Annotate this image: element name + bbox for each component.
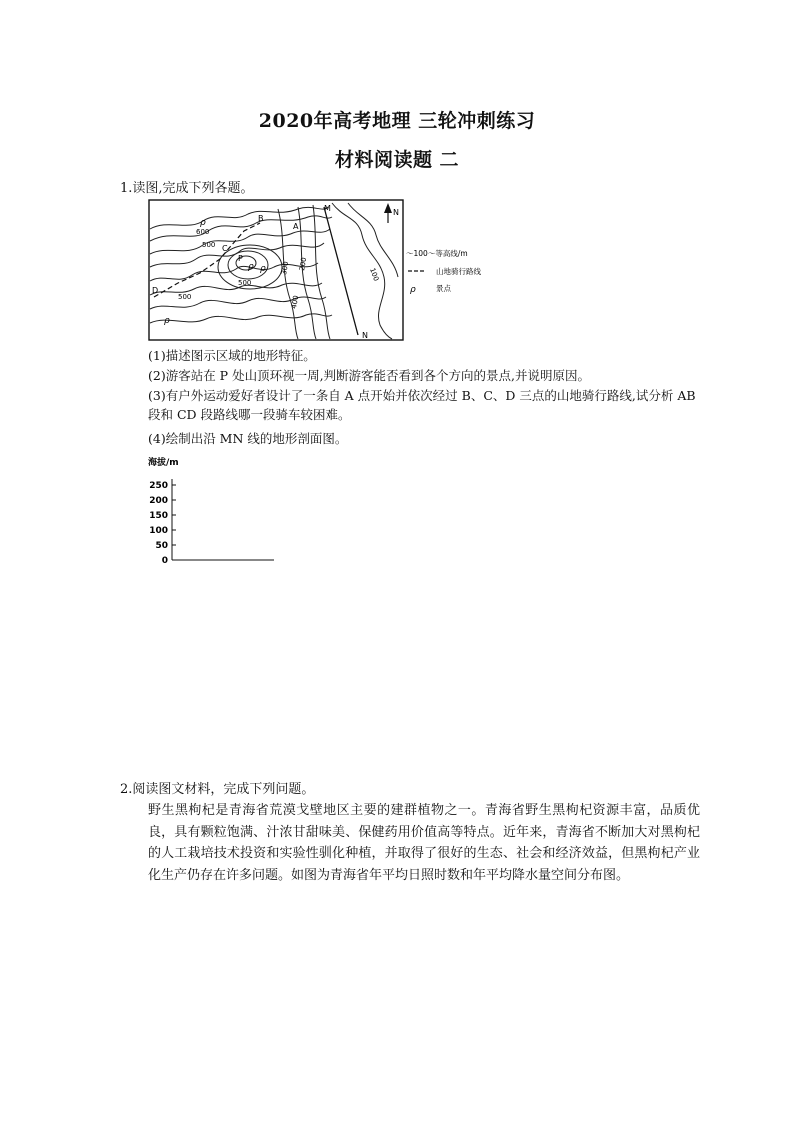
scenic-icon: ρ [410,285,416,295]
map-frame [149,200,403,340]
contour-label: 100 [368,266,381,283]
contour-map [148,199,404,341]
tick-label: 150 [149,511,168,521]
tick-label: 50 [155,541,168,551]
page-title: 2020年高考地理 三轮冲刺练习 [258,110,536,132]
tick-label: 200 [149,496,168,506]
scenic-icon: ρ [164,316,170,326]
map-legend [406,246,516,298]
tick-label: 100 [149,526,168,536]
subquestion-3: (3)有户外运动爱好者设计了一条自 A 点开始并依次经过 B、C、D 三点的山地骑行路线,试分析 AB 段和 CD 段路线哪一段骑车较困难。 [148,388,696,422]
label-p: P [238,254,243,263]
axis-ylabel: 海拔/m [148,458,179,468]
legend-scenic: 景点 [436,284,451,293]
legend-route: 山地骑行路线 [436,267,481,276]
contour-label: 600 [196,228,210,236]
question-1-prompt: 1.读图,完成下列各题。 [120,181,254,196]
y-ticks [172,485,176,545]
label-m: M [324,204,331,213]
subquestion-2: (2)游客站在 P 处山顶环视一周,判断游客能否看到各个方向的景点,并说明原因。 [148,368,591,383]
scenic-icon: ρ [260,264,266,274]
label-d: D [152,286,159,295]
tick-label: 250 [149,481,168,491]
label-b: B [258,214,264,223]
question-2-prompt: 2.阅读图文材料，完成下列问题。 [120,782,315,797]
north-label: N [393,208,399,217]
label-n: N [362,331,368,340]
label-c: C [222,244,228,253]
contour-label: 500 [178,293,192,301]
question-2-paragraph: 野生黑枸杞是青海省荒漠戈壁地区主要的建群植物之一。青海省野生黑枸杞资源丰富，品质优良，具有颗粒饱满、汁浓甘甜味美、保健药用价值高等特点。近年来，青海省不断加大对黑枸杞的人工栽培技术投资和实验性驯化种植，并取得了很好的生态、社会和经济效益，但黑枸杞产业化生产仍存在许多问题。如图为青海省年平均日照时数和年平均降水量空间分布图。 [148,803,700,883]
contour-label: 200 [298,256,309,272]
scenic-icon: ρ [200,218,206,228]
scenic-icon: ρ [248,262,254,272]
contour-label: 500 [238,279,252,287]
tick-label: 0 [161,556,168,566]
subquestion-1: (1)描述图示区域的地形特征。 [148,348,316,363]
contour-label: 500 [202,241,216,249]
contour-label: 400 [290,294,301,310]
profile-axes [142,453,282,568]
legend-contour: ～100～等高线/m [406,249,468,258]
label-a: A [293,222,299,231]
contour-label: 300 [280,260,291,276]
page-subtitle: 材料阅读题 二 [334,149,460,171]
subquestion-4: (4)绘制出沿 MN 线的地形剖面图。 [148,431,348,446]
contour-map-svg [148,199,404,341]
